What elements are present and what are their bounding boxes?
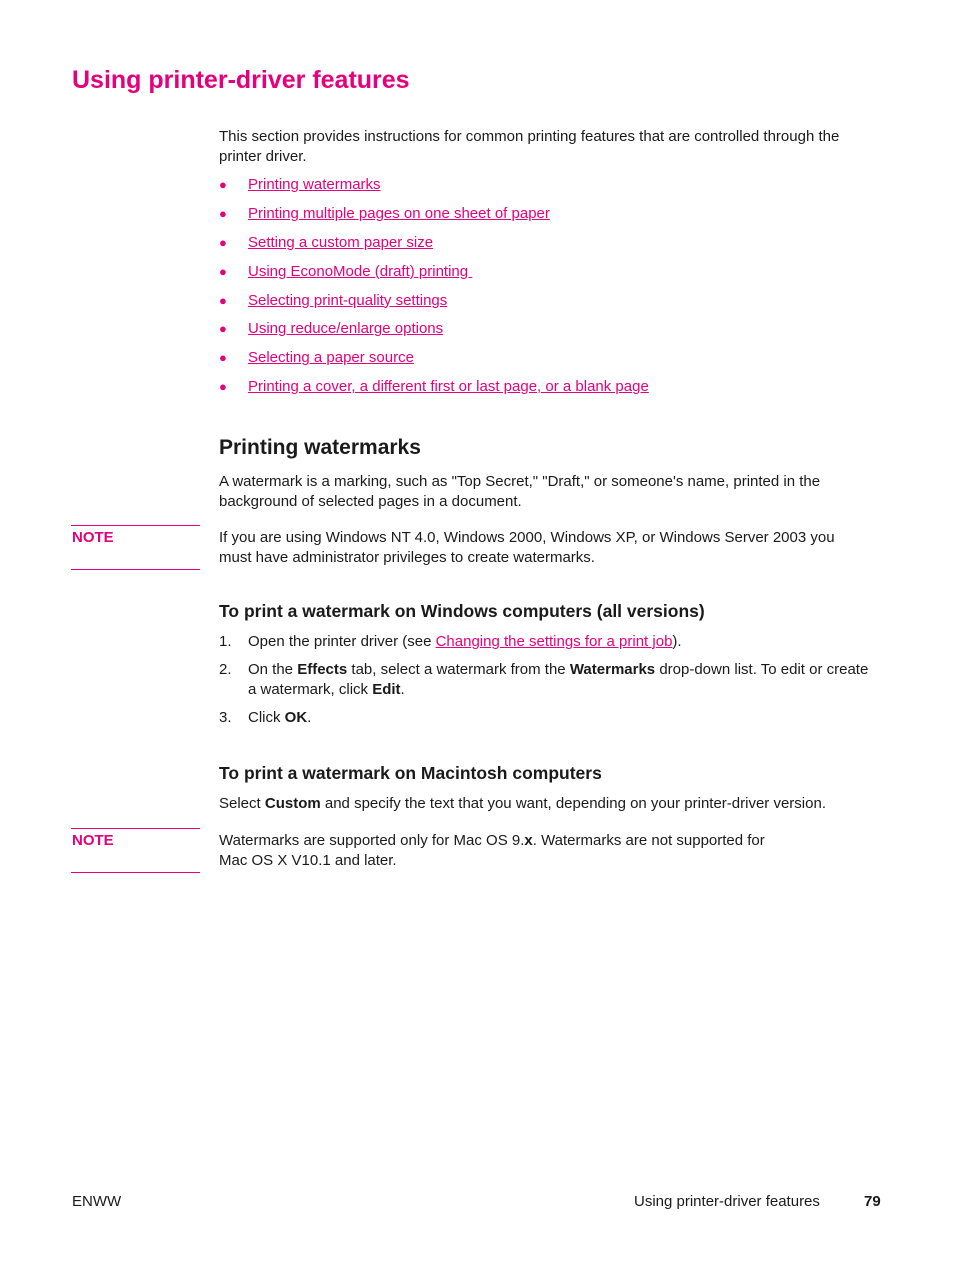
step-text-part: . [307,709,312,726]
mac-text-part: and specify the text that you want, depending on your printer-driver version. [320,795,826,812]
link-multiple-pages[interactable]: Printing multiple pages on one sheet of paper [248,204,550,222]
list-item [219,233,649,262]
page-number: 79 [864,1193,881,1210]
link-cover-pages[interactable]: Printing a cover, a different first or last page, or a blank page [248,378,649,396]
note-text-part: Watermarks are supported only for Mac OS 9. [219,832,525,849]
list-item [219,175,649,204]
footer-left-label: ENWW [72,1193,122,1210]
section-heading-printing-watermarks: Printing watermarks [219,436,421,459]
list-item [219,291,649,320]
note-text-admin-privileges: If you are using Windows NT 4.0, Windows 2000, Windows XP, or Windows Server 2003 you must have administrator privileges to create watermarks. [219,529,835,566]
mac-instructions [219,794,889,814]
bullet-icon: ● [219,350,227,366]
page-title: Using printer-driver features [72,66,410,94]
section-link-list [219,175,649,406]
note-label-box [71,525,200,570]
note-label: NOTE [72,529,114,546]
list-item [219,348,649,377]
bullet-icon: ● [219,379,227,395]
mac-text-part: Select [219,795,265,812]
ui-term-watermarks: Watermarks [569,661,656,678]
list-item [219,262,649,291]
link-reduce-enlarge[interactable]: Using reduce/enlarge options [248,320,444,338]
step-text-part: ). [672,633,682,650]
link-print-quality[interactable]: Selecting print-quality settings [248,291,448,309]
note-text-mac-support [219,831,869,871]
link-printing-watermarks[interactable]: Printing watermarks [248,176,381,193]
note-label: NOTE [72,832,114,849]
link-custom-paper-size[interactable]: Setting a custom paper size [248,233,434,251]
step-text [248,632,879,652]
list-item [219,660,879,700]
bullet-icon: ● [219,292,227,308]
link-changing-settings[interactable]: Changing the settings for a print job [435,633,673,650]
list-item [219,708,879,728]
list-item [219,319,649,348]
note-line: Mac OS X V10.1 and later. [219,852,397,869]
link-paper-source[interactable]: Selecting a paper source [248,349,414,367]
step-number: 2. [219,661,232,678]
watermark-description: A watermark is a marking, such as "Top Secret," "Draft," or someone's name, printed in the background of selected pages in a document. [219,473,821,510]
note-text-part: x [524,832,533,849]
step-text-part: Open the printer driver (see [248,633,436,650]
ui-term-ok: OK [284,709,308,726]
step-text-part: On the [248,661,298,678]
list-item [219,377,649,406]
step-text-part: Click [248,709,285,726]
step-number: 1. [219,633,232,650]
bullet-icon: ● [219,177,227,192]
list-item [219,204,649,233]
ui-term-effects: Effects [297,661,348,678]
ui-term-edit: Edit [372,681,401,698]
bullet-icon: ● [219,263,227,279]
note-label-box [71,828,200,873]
mac-heading: To print a watermark on Macintosh computers [219,763,602,783]
windows-steps-list [219,632,879,736]
step-text [248,660,879,700]
list-item [219,632,879,652]
note-line [219,831,869,851]
ui-term-custom: Custom [264,795,321,812]
step-text-part: tab, select a watermark from the [347,661,570,678]
intro-paragraph: This section provides instructions for common printing features that are controlled through the printer driver. [219,128,840,165]
step-text-part: . [400,681,405,698]
footer-section-title: Using printer-driver features [634,1193,820,1210]
note-text-part: . Watermarks are not supported for [532,832,765,849]
windows-heading: To print a watermark on Windows computers (all versions) [219,601,705,621]
step-number: 3. [219,709,232,726]
step-text [248,708,879,728]
bullet-icon: ● [219,321,227,337]
bullet-icon: ● [219,234,227,250]
link-economode[interactable]: Using EconoMode (draft) printing [248,262,473,280]
bullet-icon: ● [219,205,227,221]
step-text-part: drop-down list. To edit or create a watermark, click [248,661,869,698]
